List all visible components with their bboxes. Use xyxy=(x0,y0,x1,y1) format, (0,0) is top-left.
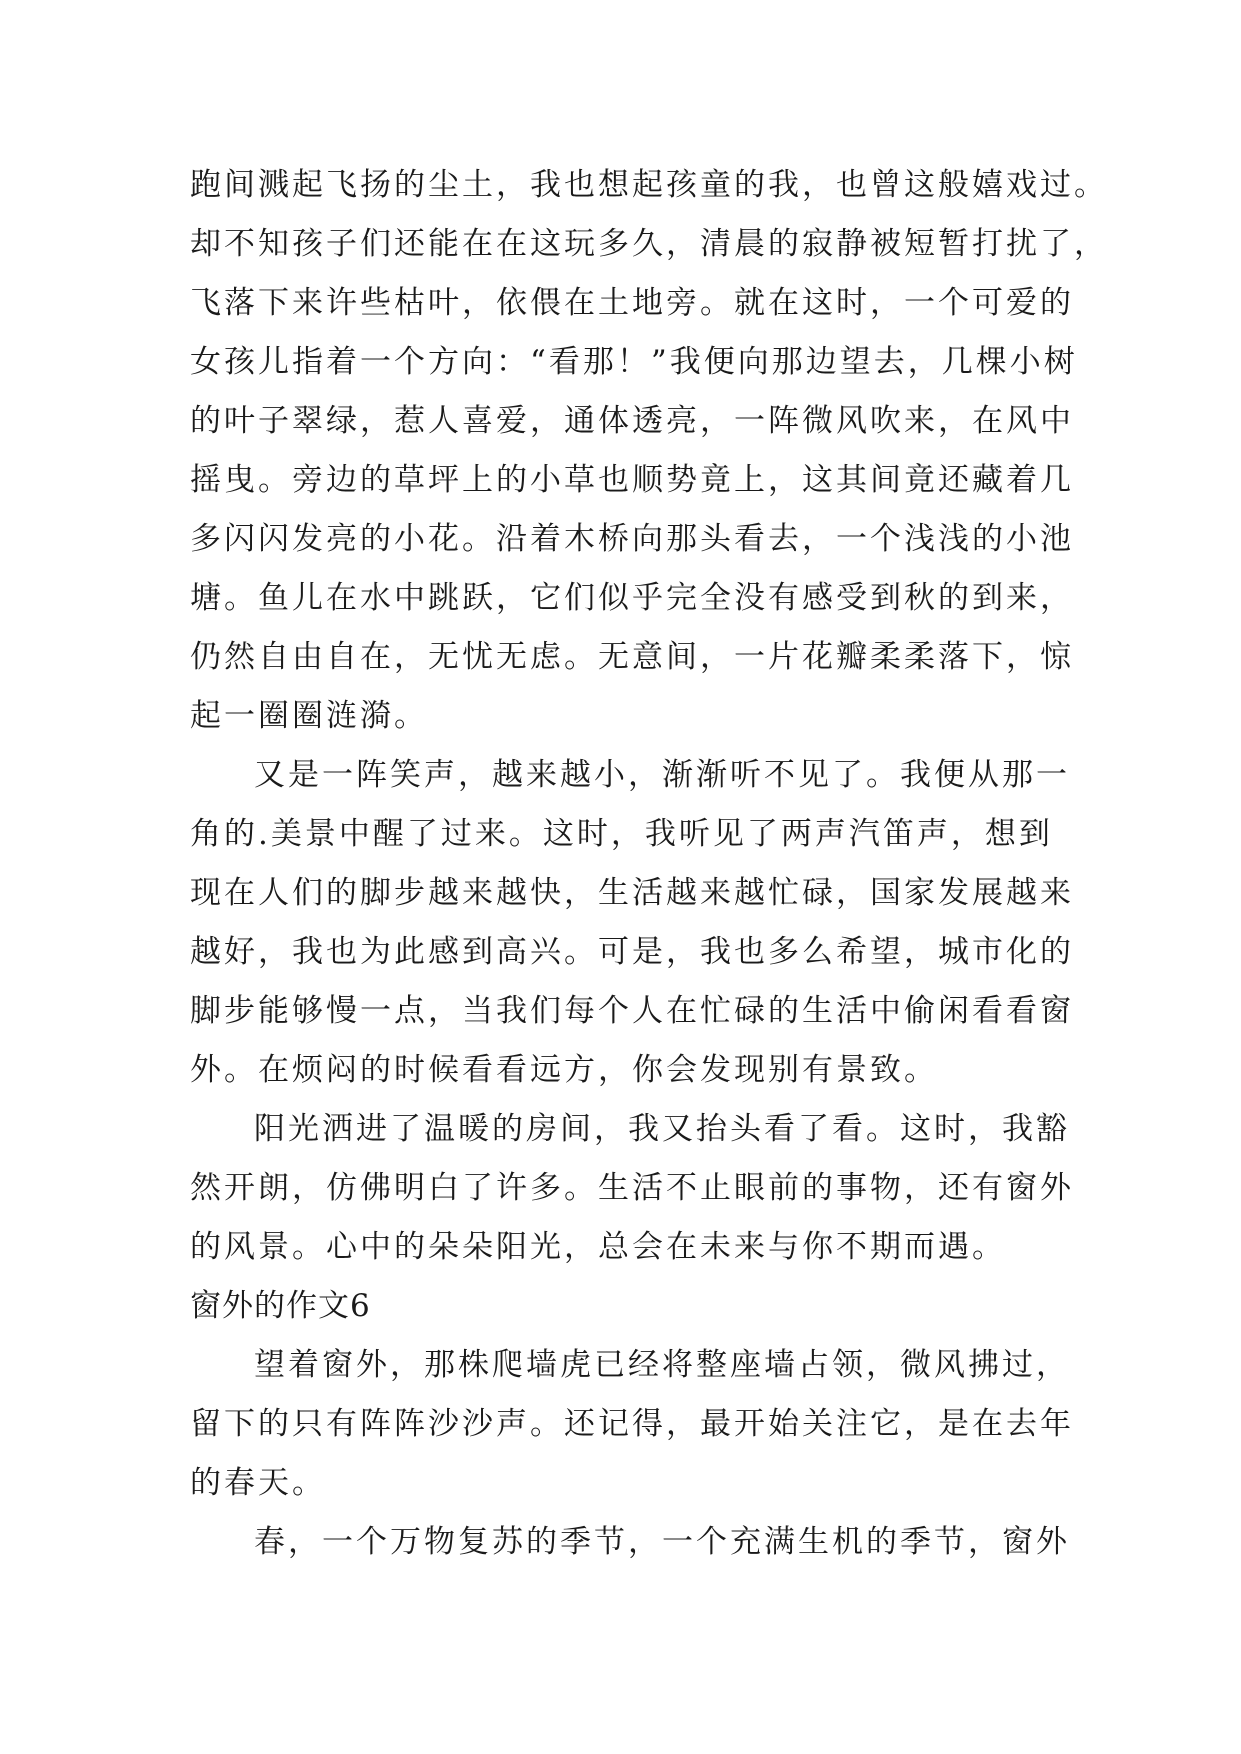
text-line: 却不知孩子们还能在在这玩多久，清晨的寂静被短暂打扰了， xyxy=(190,226,1108,262)
text-line: 女孩儿指着一个方向：“看那！”我便向那边望去，几棵小树 xyxy=(190,344,1078,380)
text-line: 飞落下来许些枯叶，依偎在土地旁。就在这时，一个可爱的 xyxy=(190,285,1074,321)
text-line: 越好，我也为此感到高兴。可是，我也多么希望，城市化的 xyxy=(190,934,1074,970)
paragraph-first-line: 望着窗外，那株爬墙虎已经将整座墙占领，微风拂过， xyxy=(254,1347,1070,1383)
text-line: 角的.美景中醒了过来。这时，我听见了两声汽笛声，想到 xyxy=(190,816,1053,852)
text-line: 跑间溅起飞扬的尘土，我也想起孩童的我，也曾这般嬉戏过。 xyxy=(190,167,1108,203)
text-line: 现在人们的脚步越来越快，生活越来越忙碌，国家发展越来 xyxy=(190,875,1074,911)
text-line: 外。在烦闷的时候看看远方，你会发现别有景致。 xyxy=(190,1052,938,1088)
text-line: 多闪闪发亮的小花。沿着木桥向那头看去，一个浅浅的小池 xyxy=(190,521,1074,557)
text-line: 的叶子翠绿，惹人喜爱，通体透亮，一阵微风吹来，在风中 xyxy=(190,403,1074,439)
text-line: 脚步能够慢一点，当我们每个人在忙碌的生活中偷闲看看窗 xyxy=(190,993,1074,1029)
paragraph-first-line: 又是一阵笑声，越来越小，渐渐听不见了。我便从那一 xyxy=(254,757,1070,793)
text-line: 摇曳。旁边的草坪上的小草也顺势竟上，这其间竟还藏着几 xyxy=(190,462,1074,498)
paragraph-first-line: 阳光洒进了温暖的房间，我又抬头看了看。这时，我豁 xyxy=(254,1111,1070,1147)
paragraph-first-line: 春，一个万物复苏的季节，一个充满生机的季节，窗外 xyxy=(254,1524,1070,1560)
text-line: 的风景。心中的朵朵阳光，总会在未来与你不期而遇。 xyxy=(190,1229,1006,1265)
text-line: 的春天。 xyxy=(190,1465,326,1501)
text-line: 塘。鱼儿在水中跳跃，它们似乎完全没有感受到秋的到来， xyxy=(190,580,1074,616)
text-line: 然开朗，仿佛明白了许多。生活不止眼前的事物，还有窗外 xyxy=(190,1170,1074,1206)
essay-body xyxy=(190,156,1108,1572)
text-line: 起一圈圈涟漪。 xyxy=(190,698,428,734)
text-line: 仍然自由自在，无忧无虑。无意间，一片花瓣柔柔落下，惊 xyxy=(190,639,1074,675)
section-heading: 窗外的作文6 xyxy=(190,1288,371,1324)
text-line: 留下的只有阵阵沙沙声。还记得，最开始关注它，是在去年 xyxy=(190,1406,1074,1442)
